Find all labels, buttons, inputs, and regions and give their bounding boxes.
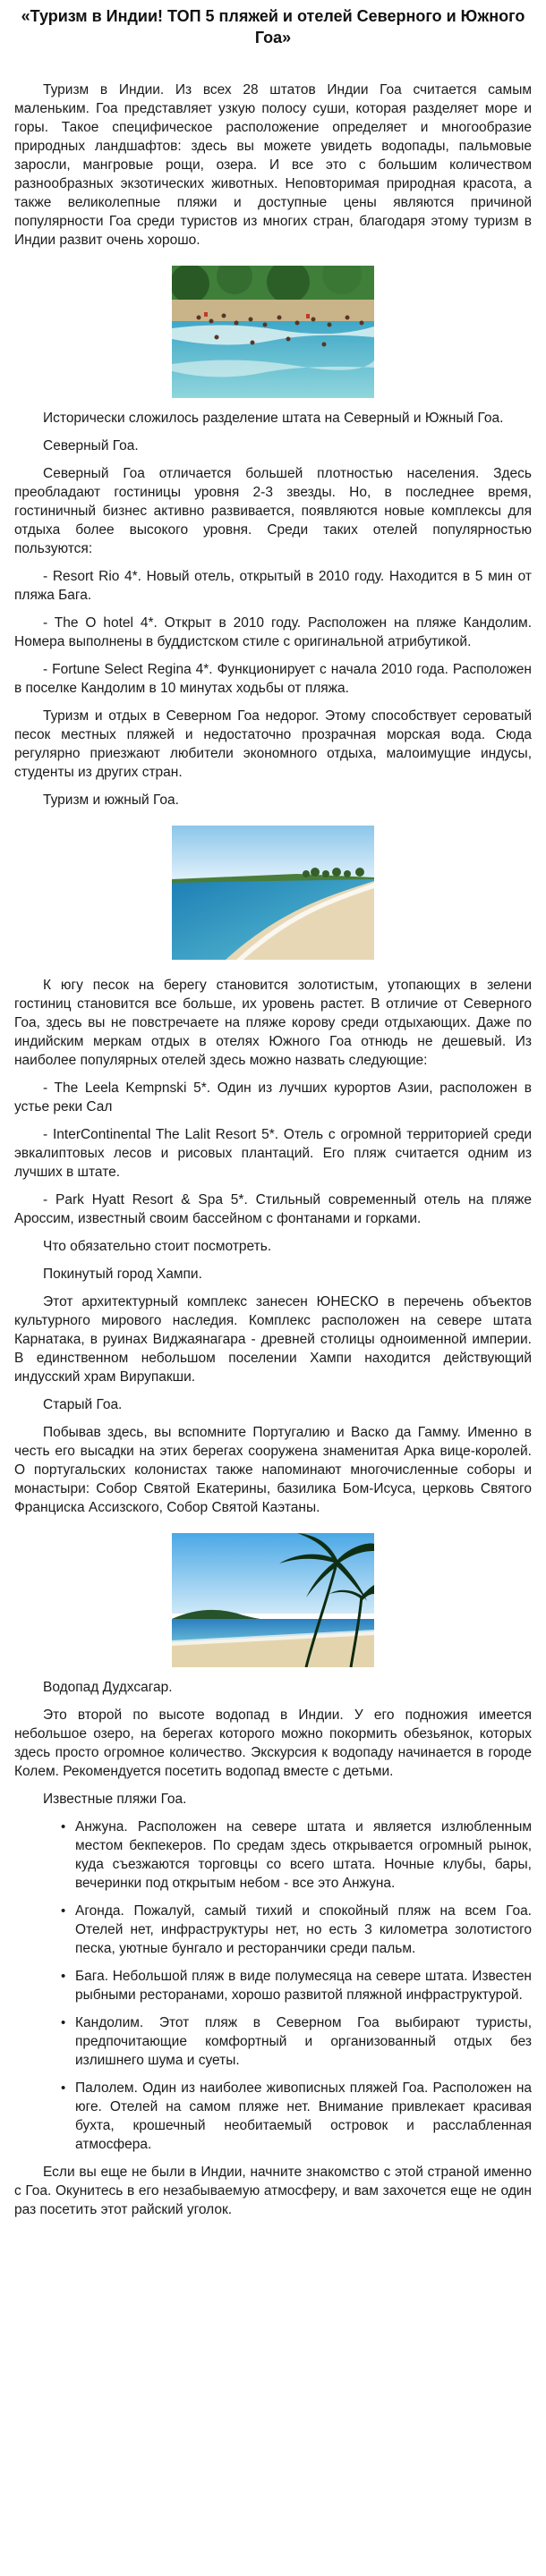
list-spacer (14, 1958, 532, 1967)
sandy-beach-photo (14, 826, 532, 960)
beach-item-text: Палолем. Один из наиболее живописных пляжей Гоа. Расположен на юге. Отелей на самом пляже нет. Внимание привлекает красивая бухта, крошечный необитаемый островок и расслабленная атмосфера. (75, 2080, 532, 2152)
list-item (61, 2013, 532, 2070)
list-item (61, 1818, 532, 1893)
outro-paragraph: Если вы еще не были в Индии, начните знакомство с этой страной именно с Гоа. Окунитесь в его незабываемую атмосферу, и вам захочется еще не один раз посетить этот райский уголок. (14, 2165, 532, 2217)
list-spacer (14, 1893, 532, 1902)
beach-item-text: Анжуна. Расположен на севере штата и является излюбленным местом бекпекеров. По средам здесь открывается огромный рынок, куда съезжаются торговцы со всего штата. Ночные клубы, бары, вечеринки под открытым небом - все это Анжуна. (75, 1819, 532, 1891)
waterfall-heading: Водопад Дудхсагар. (43, 1680, 173, 1695)
list-item (61, 1967, 532, 2004)
list-spacer (14, 2004, 532, 2013)
hampi-text: Этот архитектурный комплекс занесен ЮНЕСКО в перечень объектов культурного мирового наследия. Комплекс расположен на севере штата Карнатака, в руинах Виджаянагара - древней столицы одноименной империи. В единственном небольшом поселении Хампи находится действующий индусский храм Вирупакши. (14, 1294, 532, 1385)
beach-item-text: Бага. Небольшой пляж в виде полумесяца на севере штата. Известен рыбными ресторанами, хорошо развитой пляжной инфраструктурой. (75, 1969, 532, 2003)
hampi-heading: Покинутый город Хампи. (43, 1267, 202, 1282)
palm-bay-photo (14, 1533, 532, 1667)
bullet-icon: • (61, 2015, 66, 2030)
beach-crowd-photo (14, 266, 532, 398)
must-see-heading: Что обязательно стоит посмотреть. (43, 1239, 272, 1254)
article-title: «Туризм в Индии! ТОП 5 пляжей и отелей Северного и Южного Гоа» (21, 7, 525, 47)
waterfall-text: Это второй по высоте водопад в Индии. У его подножия имеется небольшое озеро, на берегах которого можно покормить обезьянок, которых здесь просто огромное количество. Экскурсия к водопаду начинается в городе Колем. Рекомендуется посетить водопад вместе с детьми. (14, 1707, 532, 1779)
north-hotel-item: - Resort Rio 4*. Новый отель, открытый в 2010 году. Находится в 5 мин от пляжа Бага. (14, 569, 532, 603)
intro-paragraph: Туризм в Индии. Из всех 28 штатов Индии Гоа считается самым маленьким. Гоа представляет узкую полосу суши, которая разделяет море и горы. Такое специфическое расположение определяет и многообразие природных ландшафтов: здесь вы можете увидеть водопады, пальмовые заросли, мангровые рощи, озера. И все это с большим количеством разнообразных экзотических животных. Неповторимая природная красота, а также великолепные пляжи и доступные цены являются причиной популярности Гоа среди туристов из многих стран, благодаря этому туризм в Индии развит очень хорошо. (14, 82, 532, 248)
bullet-icon: • (61, 1819, 66, 1835)
beach-item-text: Агонда. Пожалуй, самый тихий и спокойный пляж на всем Гоа. Отелей нет, инфраструктуры нет, но есть 3 километра золотистого песка, уютные бунгало и ресторанчики среди пальм. (75, 1903, 532, 1956)
south-hotel-item: - InterContinental The Lalit Resort 5*. Отель с огромной территорией среди эвкалиптовых лесов и рисовых плантаций. Его пляж считается одним из лучших в штате. (14, 1127, 532, 1180)
old-goa-text: Побывав здесь, вы вспомните Португалию и Васко да Гамму. Именно в честь его высадки на этих берегах сооружена знаменитая Арка вице-королей. О португальских колонистах также напоминают многочисленные соборы и монастыри: Собор Святой Екатерины, базилика Бом-Исуса, церковь Святого Франциска Ассизского, Собор Святой Каэтаны. (14, 1425, 532, 1515)
bullet-icon: • (61, 1903, 66, 1919)
north-goa-heading: Северный Гоа. (43, 438, 139, 453)
south-goa-heading: Туризм и южный Гоа. (43, 792, 179, 808)
south-goa-text: К югу песок на берегу становится золотистым, утопающих в зелени гостиниц становится все больше, их уровень растет. В отличие от Северного Гоа, здесь вы не повстречаете на пляже корову среди отдыхающих. Даже по индийским меркам отдых в отелях Южного Гоа отнюдь не дешевый. Из наиболее популярных отелей здесь можно назвать следующие: (14, 978, 532, 1068)
beaches-heading: Известные пляжи Гоа. (43, 1792, 187, 1807)
north-hotel-item: - The O hotel 4*. Открыт в 2010 году. Расположен на пляже Кандолим. Номера выполнены в буддистском стиле с оригинальной атрибутикой. (14, 615, 532, 649)
south-hotel-item: - The Leela Kempnski 5*. Один из лучших курортов Азии, расположен в устье реки Сал (14, 1080, 532, 1114)
beach-item-text: Кандолим. Этот пляж в Северном Гоа выбирают туристы, предпочитающие комфортный и организованный отдых без излишнего шума и суеты. (75, 2015, 532, 2068)
north-goa-summary: Туризм и отдых в Северном Гоа недорог. Этому способствует сероватый песок местных пляжей и недостаточно прозрачная морская вода. Сюда регулярно приезжают любители экономного отдыха, малоимущие индусы, студенты из других стран. (14, 708, 532, 780)
beaches-list (14, 1818, 532, 2154)
bullet-icon: • (61, 2080, 66, 2096)
north-goa-text: Северный Гоа отличается большей плотностью населения. Здесь преобладают гостиницы уровня 2-3 звезды. Но, в последнее время, гостиничный бизнес активно развивается, появляются новые комплексы для отдыха более высокого уровня. Среди таких отелей популярностью пользуются: (14, 466, 532, 556)
list-item (61, 1902, 532, 1958)
list-spacer (14, 2070, 532, 2079)
historic-paragraph: Исторически сложилось разделение штата на Северный и Южный Гоа. (43, 411, 504, 426)
north-hotel-item: - Fortune Select Regina 4*. Функционирует с начала 2010 года. Расположен в поселке Кандолим в 10 минутах ходьбы от пляжа. (14, 662, 532, 696)
list-item (61, 2079, 532, 2154)
bullet-icon: • (61, 1969, 66, 1984)
old-goa-heading: Старый Гоа. (43, 1397, 123, 1412)
south-hotel-item: - Park Hyatt Resort & Spa 5*. Стильный современный отель на пляже Ароссим, известный своим бассейном с фонтанами и горками. (14, 1192, 532, 1226)
